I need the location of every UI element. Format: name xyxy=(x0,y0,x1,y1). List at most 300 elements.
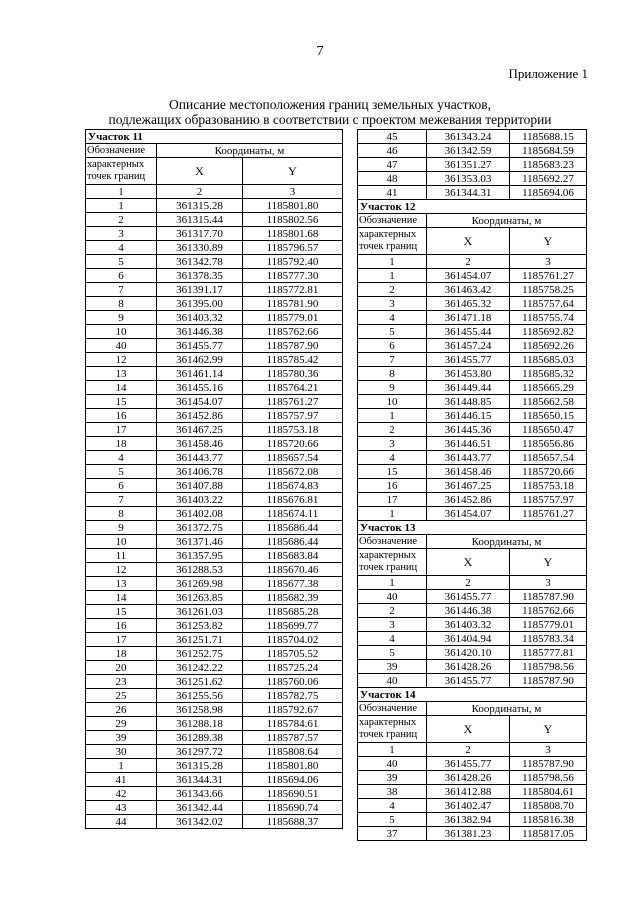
x-coordinate: 361382.94 xyxy=(427,813,510,827)
designation-line: характерных xyxy=(359,717,417,728)
y-coordinate: 1185787.90 xyxy=(510,590,587,604)
table-row xyxy=(358,813,587,827)
y-coordinate: 1185755.74 xyxy=(510,311,587,325)
y-coordinate: 1185783.34 xyxy=(510,632,587,646)
table-row xyxy=(358,660,587,674)
point-number: 18 xyxy=(86,647,157,661)
point-number: 8 xyxy=(358,367,427,381)
point-number: 1 xyxy=(86,199,157,213)
table-row xyxy=(358,283,587,297)
point-number: 4 xyxy=(358,311,427,325)
point-number: 26 xyxy=(86,703,157,717)
x-coordinate: 361455.44 xyxy=(427,325,510,339)
x-coordinate: 361395.00 xyxy=(157,297,243,311)
point-number: 10 xyxy=(86,325,157,339)
x-coordinate: 361342.78 xyxy=(157,255,243,269)
y-coordinate: 1185684.59 xyxy=(510,144,587,158)
point-number: 2 xyxy=(358,423,427,437)
table-row xyxy=(358,632,587,646)
point-number: 13 xyxy=(86,367,157,381)
point-number: 43 xyxy=(86,801,157,815)
point-number: 1 xyxy=(358,507,427,521)
point-number: 42 xyxy=(86,787,157,801)
point-number: 46 xyxy=(358,144,427,158)
table-row xyxy=(86,815,343,829)
table-row xyxy=(86,381,343,395)
designation-line: точек границ xyxy=(359,729,418,740)
table-row xyxy=(358,646,587,660)
x-coordinate: 361403.22 xyxy=(157,493,243,507)
x-coordinate: 361407.88 xyxy=(157,479,243,493)
x-coordinate: 361406.78 xyxy=(157,465,243,479)
page-number: 7 xyxy=(316,44,324,59)
y-coordinate: 1185772.81 xyxy=(243,283,343,297)
x-coordinate: 361453.80 xyxy=(427,367,510,381)
y-coordinate: 1185683.23 xyxy=(510,158,587,172)
table-row xyxy=(358,311,587,325)
x-coordinate: 361446.51 xyxy=(427,437,510,451)
y-coordinate: 1185674.11 xyxy=(243,507,343,521)
point-number: 40 xyxy=(358,674,427,688)
x-header: X xyxy=(157,158,243,185)
table-row xyxy=(86,591,343,605)
point-number: 10 xyxy=(358,395,427,409)
x-coordinate: 361446.15 xyxy=(427,409,510,423)
designation-header: Обозначение xyxy=(358,214,427,228)
table-row xyxy=(86,633,343,647)
y-coordinate: 1185670.46 xyxy=(243,563,343,577)
table-row xyxy=(358,465,587,479)
x-coordinate: 361467.25 xyxy=(157,423,243,437)
x-coordinate: 361428.26 xyxy=(427,660,510,674)
point-number: 14 xyxy=(86,381,157,395)
x-coordinate: 361461.14 xyxy=(157,367,243,381)
y-coordinate: 1185802.56 xyxy=(243,213,343,227)
table-row xyxy=(86,297,343,311)
x-coordinate: 361252.75 xyxy=(157,647,243,661)
y-coordinate: 1185760.06 xyxy=(243,675,343,689)
x-coordinate: 361330.89 xyxy=(157,241,243,255)
point-number: 3 xyxy=(86,227,157,241)
table-row xyxy=(86,437,343,451)
table-row xyxy=(86,227,343,241)
coords-header: Координаты, м xyxy=(157,144,343,158)
table-row xyxy=(86,661,343,675)
point-number: 40 xyxy=(358,590,427,604)
x-coordinate: 361357.95 xyxy=(157,549,243,563)
x-coordinate: 361288.18 xyxy=(157,717,243,731)
point-number: 17 xyxy=(86,423,157,437)
table-row xyxy=(358,130,587,144)
designation-line: точек границ xyxy=(359,562,418,573)
designation-header-cont xyxy=(358,716,427,743)
table-row xyxy=(86,339,343,353)
table-row xyxy=(358,590,587,604)
y-header: Y xyxy=(510,228,587,255)
header-row xyxy=(358,549,587,576)
y-coordinate: 1185787.57 xyxy=(243,731,343,745)
x-coordinate: 361343.24 xyxy=(427,130,510,144)
y-coordinate: 1185758.25 xyxy=(510,283,587,297)
point-number: 41 xyxy=(358,186,427,200)
table-row xyxy=(86,241,343,255)
point-number: 18 xyxy=(86,437,157,451)
y-header: Y xyxy=(243,158,343,185)
y-coordinate: 1185692.27 xyxy=(510,172,587,186)
x-coordinate: 361455.16 xyxy=(157,381,243,395)
table-row xyxy=(86,325,343,339)
y-coordinate: 1185808.64 xyxy=(243,745,343,759)
x-coordinate: 361315.28 xyxy=(157,199,243,213)
column-number-row xyxy=(358,255,587,269)
column-number: 1 xyxy=(358,255,427,269)
y-coordinate: 1185784.61 xyxy=(243,717,343,731)
table-row xyxy=(358,395,587,409)
y-coordinate: 1185690.51 xyxy=(243,787,343,801)
x-coordinate: 361428.26 xyxy=(427,771,510,785)
x-coordinate: 361372.75 xyxy=(157,521,243,535)
x-coordinate: 361463.42 xyxy=(427,283,510,297)
x-coordinate: 361317.70 xyxy=(157,227,243,241)
y-coordinate: 1185688.15 xyxy=(510,130,587,144)
table-row xyxy=(358,423,587,437)
table-row xyxy=(358,409,587,423)
point-number: 4 xyxy=(86,451,157,465)
table-row xyxy=(358,827,587,841)
x-coordinate: 361455.77 xyxy=(427,674,510,688)
x-coordinate: 361371.46 xyxy=(157,535,243,549)
y-coordinate: 1185780.36 xyxy=(243,367,343,381)
point-number: 7 xyxy=(86,493,157,507)
table-row xyxy=(358,339,587,353)
table-row xyxy=(86,731,343,745)
table-row xyxy=(86,395,343,409)
column-number-row xyxy=(358,576,587,590)
x-coordinate: 361455.77 xyxy=(427,757,510,771)
table-row xyxy=(86,255,343,269)
y-coordinate: 1185685.28 xyxy=(243,605,343,619)
table-row xyxy=(86,773,343,787)
point-number: 4 xyxy=(358,799,427,813)
section-title: Участок 14 xyxy=(358,688,587,702)
x-coordinate: 361443.77 xyxy=(427,451,510,465)
table-row xyxy=(86,213,343,227)
x-coordinate: 361412.88 xyxy=(427,785,510,799)
appendix-label: Приложение 1 xyxy=(508,66,588,81)
point-number: 15 xyxy=(86,395,157,409)
table-row xyxy=(358,381,587,395)
y-header: Y xyxy=(510,716,587,743)
table-row xyxy=(358,437,587,451)
x-coordinate: 361381.23 xyxy=(427,827,510,841)
column-number: 2 xyxy=(427,255,510,269)
x-header: X xyxy=(427,549,510,576)
point-number: 12 xyxy=(86,353,157,367)
y-coordinate: 1185677.38 xyxy=(243,577,343,591)
y-coordinate: 1185694.06 xyxy=(243,773,343,787)
designation-header: Обозначение xyxy=(86,144,157,158)
y-coordinate: 1185779.01 xyxy=(510,618,587,632)
x-coordinate: 361445.36 xyxy=(427,423,510,437)
y-coordinate: 1185787.90 xyxy=(510,757,587,771)
table-row xyxy=(86,283,343,297)
x-coordinate: 361455.77 xyxy=(157,339,243,353)
coordinates-table-left xyxy=(85,129,343,829)
x-coordinate: 361353.03 xyxy=(427,172,510,186)
table-row xyxy=(86,563,343,577)
y-coordinate: 1185798.56 xyxy=(510,771,587,785)
y-coordinate: 1185787.90 xyxy=(510,674,587,688)
column-number: 2 xyxy=(427,743,510,757)
header-row xyxy=(358,214,587,228)
y-coordinate: 1185801.80 xyxy=(243,199,343,213)
point-number: 40 xyxy=(358,757,427,771)
x-coordinate: 361454.07 xyxy=(427,269,510,283)
x-coordinate: 361446.38 xyxy=(427,604,510,618)
column-number: 2 xyxy=(157,185,243,199)
x-coordinate: 361297.72 xyxy=(157,745,243,759)
point-number: 41 xyxy=(86,773,157,787)
y-coordinate: 1185801.68 xyxy=(243,227,343,241)
x-coordinate: 361263.85 xyxy=(157,591,243,605)
table-row xyxy=(358,799,587,813)
y-coordinate: 1185674.83 xyxy=(243,479,343,493)
table-row xyxy=(86,311,343,325)
point-number: 16 xyxy=(86,409,157,423)
x-coordinate: 361251.62 xyxy=(157,675,243,689)
table-row xyxy=(86,577,343,591)
point-number: 5 xyxy=(86,255,157,269)
x-coordinate: 361242.22 xyxy=(157,661,243,675)
header-row xyxy=(358,535,587,549)
header-row xyxy=(358,716,587,743)
x-coordinate: 361251.71 xyxy=(157,633,243,647)
table-row xyxy=(358,269,587,283)
x-coordinate: 361344.31 xyxy=(427,186,510,200)
y-coordinate: 1185685.32 xyxy=(510,367,587,381)
point-number: 9 xyxy=(86,521,157,535)
table-row xyxy=(86,507,343,521)
header-row xyxy=(86,158,343,185)
y-coordinate: 1185676.81 xyxy=(243,493,343,507)
y-coordinate: 1185781.90 xyxy=(243,297,343,311)
table-row xyxy=(358,479,587,493)
point-number: 15 xyxy=(358,465,427,479)
point-number: 16 xyxy=(86,619,157,633)
y-coordinate: 1185650.47 xyxy=(510,423,587,437)
table-row xyxy=(86,619,343,633)
point-number: 5 xyxy=(358,646,427,660)
x-coordinate: 361458.46 xyxy=(157,437,243,451)
y-coordinate: 1185764.21 xyxy=(243,381,343,395)
table-row xyxy=(86,675,343,689)
table-row xyxy=(86,689,343,703)
document-title xyxy=(80,97,580,127)
x-coordinate: 361343.66 xyxy=(157,787,243,801)
x-coordinate: 361342.59 xyxy=(427,144,510,158)
y-coordinate: 1185782.75 xyxy=(243,689,343,703)
title-line-2: подлежащих образованию в соответствии с проектом межевания территории xyxy=(108,112,552,127)
y-coordinate: 1185685.03 xyxy=(510,353,587,367)
x-coordinate: 361258.98 xyxy=(157,703,243,717)
y-coordinate: 1185792.40 xyxy=(243,255,343,269)
x-coordinate: 361471.18 xyxy=(427,311,510,325)
table-row xyxy=(86,703,343,717)
x-coordinate: 361462.99 xyxy=(157,353,243,367)
table-row xyxy=(86,647,343,661)
section-row xyxy=(358,521,587,535)
x-coordinate: 361261.03 xyxy=(157,605,243,619)
table-row xyxy=(86,745,343,759)
point-number: 39 xyxy=(358,771,427,785)
table-row xyxy=(86,479,343,493)
y-coordinate: 1185798.56 xyxy=(510,660,587,674)
point-number: 6 xyxy=(86,269,157,283)
point-number: 9 xyxy=(86,311,157,325)
point-number: 8 xyxy=(86,297,157,311)
x-coordinate: 361402.47 xyxy=(427,799,510,813)
x-coordinate: 361288.53 xyxy=(157,563,243,577)
column-number-row xyxy=(358,743,587,757)
x-coordinate: 361420.10 xyxy=(427,646,510,660)
table-row xyxy=(86,451,343,465)
table-row xyxy=(358,757,587,771)
designation-header-cont xyxy=(86,158,157,185)
point-number: 16 xyxy=(358,479,427,493)
table-row xyxy=(358,186,587,200)
point-number: 1 xyxy=(358,409,427,423)
table-row xyxy=(86,759,343,773)
x-coordinate: 361315.44 xyxy=(157,213,243,227)
x-coordinate: 361452.86 xyxy=(427,493,510,507)
point-number: 12 xyxy=(86,563,157,577)
point-number: 4 xyxy=(86,241,157,255)
point-number: 39 xyxy=(86,731,157,745)
x-coordinate: 361344.31 xyxy=(157,773,243,787)
x-coordinate: 361446.38 xyxy=(157,325,243,339)
x-coordinate: 361443.77 xyxy=(157,451,243,465)
y-coordinate: 1185804.61 xyxy=(510,785,587,799)
point-number: 9 xyxy=(358,381,427,395)
table-row xyxy=(86,269,343,283)
x-coordinate: 361342.02 xyxy=(157,815,243,829)
table-row xyxy=(358,493,587,507)
table-row xyxy=(86,353,343,367)
designation-line: точек границ xyxy=(359,241,418,252)
y-coordinate: 1185705.52 xyxy=(243,647,343,661)
point-number: 47 xyxy=(358,158,427,172)
point-number: 3 xyxy=(358,297,427,311)
header-row xyxy=(358,228,587,255)
column-number: 2 xyxy=(427,576,510,590)
table-row xyxy=(86,409,343,423)
table-row xyxy=(86,717,343,731)
y-coordinate: 1185792.67 xyxy=(243,703,343,717)
point-number: 38 xyxy=(358,785,427,799)
coords-header: Координаты, м xyxy=(427,214,587,228)
point-number: 48 xyxy=(358,172,427,186)
y-coordinate: 1185720.66 xyxy=(243,437,343,451)
table-row xyxy=(86,465,343,479)
column-number: 3 xyxy=(243,185,343,199)
y-coordinate: 1185692.26 xyxy=(510,339,587,353)
point-number: 2 xyxy=(358,604,427,618)
x-coordinate: 361342.44 xyxy=(157,801,243,815)
table-row xyxy=(86,423,343,437)
point-number: 4 xyxy=(358,632,427,646)
y-coordinate: 1185753.18 xyxy=(243,423,343,437)
y-coordinate: 1185777.30 xyxy=(243,269,343,283)
column-number: 3 xyxy=(510,743,587,757)
designation-line: характерных xyxy=(359,550,417,561)
x-coordinate: 361315.28 xyxy=(157,759,243,773)
table-row xyxy=(86,787,343,801)
y-coordinate: 1185688.37 xyxy=(243,815,343,829)
section-title: Участок 11 xyxy=(86,130,343,144)
x-coordinate: 361448.85 xyxy=(427,395,510,409)
designation-header-cont xyxy=(358,549,427,576)
x-coordinate: 361269.98 xyxy=(157,577,243,591)
y-coordinate: 1185761.27 xyxy=(510,507,587,521)
y-coordinate: 1185682.39 xyxy=(243,591,343,605)
table-row xyxy=(358,144,587,158)
point-number: 7 xyxy=(358,353,427,367)
point-number: 17 xyxy=(358,493,427,507)
y-coordinate: 1185683.84 xyxy=(243,549,343,563)
section-title: Участок 12 xyxy=(358,200,587,214)
point-number: 25 xyxy=(86,689,157,703)
y-coordinate: 1185656.86 xyxy=(510,437,587,451)
y-coordinate: 1185779.01 xyxy=(243,311,343,325)
coords-header: Координаты, м xyxy=(427,535,587,549)
coordinates-table-right xyxy=(357,129,587,841)
section-title: Участок 13 xyxy=(358,521,587,535)
y-coordinate: 1185650.15 xyxy=(510,409,587,423)
x-coordinate: 361455.77 xyxy=(427,590,510,604)
y-coordinate: 1185753.18 xyxy=(510,479,587,493)
x-coordinate: 361391.17 xyxy=(157,283,243,297)
point-number: 23 xyxy=(86,675,157,689)
designation-header: Обозначение xyxy=(358,702,427,716)
x-header: X xyxy=(427,716,510,743)
column-number-row xyxy=(86,185,343,199)
table-row xyxy=(358,172,587,186)
header-row xyxy=(86,144,343,158)
coords-header: Координаты, м xyxy=(427,702,587,716)
table-row xyxy=(358,325,587,339)
y-coordinate: 1185704.02 xyxy=(243,633,343,647)
x-coordinate: 361403.32 xyxy=(157,311,243,325)
point-number: 2 xyxy=(86,213,157,227)
y-coordinate: 1185796.57 xyxy=(243,241,343,255)
point-number: 2 xyxy=(358,283,427,297)
column-number: 3 xyxy=(510,255,587,269)
point-number: 5 xyxy=(358,325,427,339)
table-row xyxy=(86,535,343,549)
x-coordinate: 361255.56 xyxy=(157,689,243,703)
y-coordinate: 1185686.44 xyxy=(243,535,343,549)
point-number: 30 xyxy=(86,745,157,759)
header-row xyxy=(358,702,587,716)
point-number: 4 xyxy=(358,451,427,465)
y-coordinate: 1185665.29 xyxy=(510,381,587,395)
y-coordinate: 1185757.97 xyxy=(243,409,343,423)
y-coordinate: 1185787.90 xyxy=(243,339,343,353)
designation-line: характерных xyxy=(87,159,145,170)
point-number: 3 xyxy=(358,618,427,632)
table-row xyxy=(358,353,587,367)
table-row xyxy=(86,493,343,507)
